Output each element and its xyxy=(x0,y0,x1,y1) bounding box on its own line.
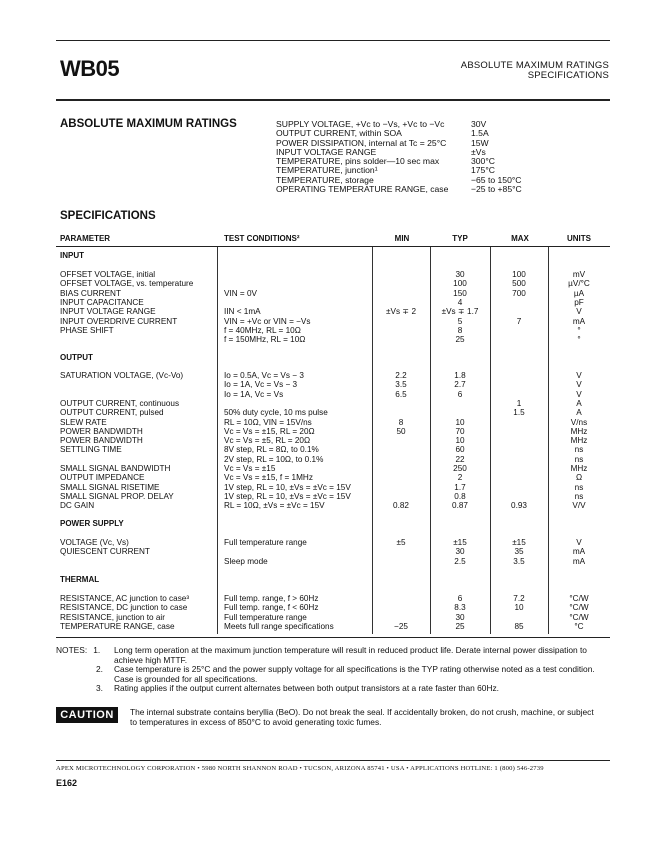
typ-cell: 10 xyxy=(455,436,465,446)
max-cell: 10 xyxy=(514,603,524,613)
units-cell: °C xyxy=(574,621,584,631)
typ-cell: 10 xyxy=(455,417,465,427)
param-cell: INPUT VOLTAGE RANGE xyxy=(60,307,156,317)
units-cell: ° xyxy=(577,325,581,335)
param-cell: BIAS CURRENT xyxy=(60,288,121,298)
header-subtitle-line2: SPECIFICATIONS xyxy=(527,70,609,81)
amr-item-value: −25 to +85°C xyxy=(471,184,522,195)
amr-item-label: OPERATING TEMPERATURE RANGE, case xyxy=(276,184,449,195)
units-cell: A xyxy=(576,408,582,418)
units-cell: ° xyxy=(577,335,581,345)
param-cell: SMALL SIGNAL BANDWIDTH xyxy=(60,464,171,473)
condition-cell: Vc = Vs = ±5, RL = 20Ω xyxy=(224,436,311,446)
group-output-title: OUTPUT xyxy=(60,353,93,362)
units-cell: µV/°C xyxy=(568,279,590,289)
col-divider xyxy=(372,247,373,634)
typ-cell: 5 xyxy=(457,316,463,326)
max-cell: 35 xyxy=(514,547,524,557)
typ-cell: 6 xyxy=(457,594,463,603)
condition-cell: Sleep mode xyxy=(224,556,268,566)
units-cell: V xyxy=(576,307,582,317)
typ-cell: 0.8 xyxy=(454,491,466,501)
units-cell: V/ns xyxy=(570,417,588,427)
min-cell: 6.5 xyxy=(395,389,407,399)
condition-cell: 1V step, RL = 10, ±Vs = ±Vc = 15V xyxy=(224,491,351,501)
col-conditions-header: TEST CONDITIONS² xyxy=(224,234,300,243)
min-cell: 3.5 xyxy=(395,380,407,390)
condition-cell: Full temperature range xyxy=(224,538,307,547)
units-cell: °C/W xyxy=(569,603,589,613)
col-parameter-header: PARAMETER xyxy=(60,234,111,243)
condition-cell: Vc = Vs = ±15, RL = 20Ω xyxy=(224,426,315,436)
param-cell: DC GAIN xyxy=(60,501,95,511)
min-cell: ±Vs ∓ 2 xyxy=(385,307,416,317)
notes-section xyxy=(56,646,604,694)
units-cell: mA xyxy=(572,547,586,557)
units-cell: ns xyxy=(574,454,584,464)
col-divider xyxy=(490,247,491,634)
note-text: Long term operation at the maximum junction temperature will result in reduced product life. Derate internal power dissipation to achieve high MTTF. xyxy=(114,645,587,665)
param-cell: POWER BANDWIDTH xyxy=(60,436,143,446)
footer-rule xyxy=(56,760,610,761)
param-cell: RESISTANCE, DC junction to case xyxy=(60,603,188,613)
units-cell: V xyxy=(576,380,582,390)
condition-cell: RL = 10Ω, VIN = 15V/ns xyxy=(224,417,312,427)
units-cell: A xyxy=(576,398,582,408)
amr-item-label: INPUT VOLTAGE RANGE xyxy=(276,146,377,157)
typ-cell: 60 xyxy=(455,445,465,455)
param-cell: RESISTANCE, AC junction to case³ xyxy=(60,594,190,603)
typ-cell: 30 xyxy=(455,270,465,279)
units-cell: MHz xyxy=(570,426,588,436)
col-typ-header: TYP xyxy=(452,234,468,243)
amr-item-value: 15W xyxy=(471,137,489,148)
condition-cell: Vc = Vs = ±15, f = 1MHz xyxy=(224,473,313,483)
col-min-header: MIN xyxy=(394,234,410,243)
param-cell: INPUT OVERDRIVE CURRENT xyxy=(60,316,178,326)
units-cell: ns xyxy=(574,482,584,492)
typ-cell: 1.7 xyxy=(454,482,466,492)
units-cell: ns xyxy=(574,445,584,455)
amr-item-value: 30V xyxy=(471,119,487,129)
typ-cell: 0.87 xyxy=(452,501,468,511)
typ-cell: 4 xyxy=(457,297,463,307)
max-cell: 0.93 xyxy=(511,501,527,511)
note-text: Case temperature is 25°C and the power supply voltage for all specifications is the TYP rating otherwise noted as a test condition. Case is grounded for all specifications. xyxy=(114,664,595,684)
typ-cell: 8.3 xyxy=(454,603,466,613)
units-cell: V xyxy=(576,538,582,547)
param-cell: SLEW RATE xyxy=(60,417,107,427)
min-cell: 0.82 xyxy=(393,501,409,511)
amr-item-label: SUPPLY VOLTAGE, +Vc to −Vs, +Vc to −Vc xyxy=(276,119,445,129)
condition-cell: Meets full range specifications xyxy=(224,621,334,631)
units-cell: V xyxy=(576,371,582,380)
amr-item-label: TEMPERATURE, pins solder—10 sec max xyxy=(276,156,440,167)
typ-cell: ±Vs ∓ 1.7 xyxy=(441,307,479,317)
max-cell: 1.5 xyxy=(513,408,525,418)
units-cell: mA xyxy=(572,556,586,566)
typ-cell: ±15 xyxy=(453,538,467,547)
table-bottom-rule xyxy=(56,637,610,638)
min-cell: 8 xyxy=(398,417,404,427)
typ-cell: 8 xyxy=(457,325,463,335)
typ-cell: 30 xyxy=(455,547,465,557)
typ-cell: 2.5 xyxy=(454,556,466,566)
condition-cell: Io = 0.5A, Vc = Vs − 3 xyxy=(224,371,304,380)
typ-cell: 100 xyxy=(453,279,467,289)
max-cell: 1 xyxy=(516,398,522,408)
max-cell: 85 xyxy=(514,621,524,631)
max-cell: 700 xyxy=(512,288,526,298)
typ-cell: 1.8 xyxy=(454,371,466,380)
param-cell: OFFSET VOLTAGE, initial xyxy=(60,270,156,279)
typ-cell: 22 xyxy=(455,454,465,464)
typ-cell: 30 xyxy=(455,612,465,622)
group-input-title: INPUT xyxy=(60,251,84,260)
table-header-rule xyxy=(56,246,610,247)
min-cell: −25 xyxy=(394,621,408,631)
amr-item-value: 1.5A xyxy=(471,128,489,139)
note-number: 3. xyxy=(96,683,103,694)
typ-cell: 25 xyxy=(455,621,465,631)
group-thermal-title: THERMAL xyxy=(60,575,100,584)
part-number-title: WB05 xyxy=(60,56,120,81)
param-cell: SMALL SIGNAL RISETIME xyxy=(60,482,160,492)
units-cell: °C/W xyxy=(569,594,589,603)
condition-cell: 2V step, RL = 10Ω, to 0.1% xyxy=(224,454,324,464)
notes-label: NOTES: xyxy=(56,645,88,655)
typ-cell: 150 xyxy=(453,288,467,298)
param-cell: SETTLING TIME xyxy=(60,445,122,455)
condition-cell: RL = 10Ω, ±Vs = ±Vc = 15V xyxy=(224,501,325,511)
condition-cell: Full temp. range, f > 60Hz xyxy=(224,594,319,603)
typ-cell: 250 xyxy=(453,464,467,473)
typ-cell: 6 xyxy=(457,389,463,399)
condition-cell: f = 150MHz, RL = 10Ω xyxy=(224,335,306,345)
min-cell: ±5 xyxy=(396,538,406,547)
min-cell: 2.2 xyxy=(395,371,407,380)
param-cell: QUIESCENT CURRENT xyxy=(60,547,150,557)
typ-cell: 2.7 xyxy=(454,380,466,390)
max-cell: 7 xyxy=(516,316,522,326)
param-cell: OUTPUT IMPEDANCE xyxy=(60,473,145,483)
units-cell: MHz xyxy=(570,464,588,473)
header-subtitle xyxy=(461,61,609,81)
amr-item-value: ±Vs xyxy=(471,146,486,157)
units-cell: mA xyxy=(572,316,586,326)
condition-cell: f = 40MHz, RL = 10Ω xyxy=(224,325,301,335)
amr-labels xyxy=(276,120,448,194)
param-cell: RESISTANCE, junction to air xyxy=(60,612,165,622)
caution-badge: CAUTION xyxy=(56,707,118,723)
condition-cell: Io = 1A, Vc = Vs − 3 xyxy=(224,380,298,390)
max-cell: 500 xyxy=(512,279,526,289)
amr-item-label: POWER DISSIPATION, internal at Tc = 25°C xyxy=(276,137,447,148)
amr-item-label: TEMPERATURE, storage xyxy=(276,174,374,185)
condition-cell: Full temp. range, f < 60Hz xyxy=(224,603,319,613)
param-cell: INPUT CAPACITANCE xyxy=(60,297,144,307)
specs-heading: SPECIFICATIONS xyxy=(60,210,156,222)
param-cell: TEMPERATURE RANGE, case xyxy=(60,621,175,631)
condition-cell: VIN = +Vc or VIN = −Vs xyxy=(224,316,311,326)
units-cell: Ω xyxy=(575,473,583,483)
note-item xyxy=(56,665,604,684)
amr-item-label: OUTPUT CURRENT, within SOA xyxy=(276,128,402,139)
max-cell: 100 xyxy=(512,270,526,279)
param-cell: SMALL SIGNAL PROP. DELAY xyxy=(60,491,174,501)
header-subtitle-line1: ABSOLUTE MAXIMUM RATINGS xyxy=(460,60,609,71)
typ-cell: 25 xyxy=(455,335,465,345)
condition-cell: Full temperature range xyxy=(224,612,307,622)
min-cell: 50 xyxy=(396,426,406,436)
note-item xyxy=(56,646,604,665)
units-cell: pF xyxy=(574,297,584,307)
amr-values xyxy=(471,120,522,194)
typ-cell: 2 xyxy=(457,473,463,483)
units-cell: mV xyxy=(572,270,586,279)
units-cell: µA xyxy=(573,288,585,298)
amr-item-value: −65 to 150°C xyxy=(471,174,522,185)
units-cell: V/V xyxy=(572,501,586,511)
note-item xyxy=(56,684,604,694)
condition-cell: 8V step, RL = 8Ω, to 0.1% xyxy=(224,445,319,455)
header-rule xyxy=(56,99,610,101)
note-number: 2. xyxy=(96,664,103,675)
condition-cell: VIN = 0V xyxy=(224,288,257,298)
units-cell: MHz xyxy=(570,436,588,446)
col-max-header: MAX xyxy=(511,234,529,243)
amr-heading: ABSOLUTE MAXIMUM RATINGS xyxy=(60,118,237,130)
param-cell: OUTPUT CURRENT, pulsed xyxy=(60,408,164,418)
param-cell: POWER BANDWIDTH xyxy=(60,426,143,436)
param-cell: SATURATION VOLTAGE, (Vc-Vo) xyxy=(60,371,184,380)
amr-item-value: 175°C xyxy=(471,165,495,176)
condition-cell: 50% duty cycle, 10 ms pulse xyxy=(224,408,328,418)
max-cell: 7.2 xyxy=(513,594,525,603)
units-cell: V xyxy=(576,389,582,399)
condition-cell: Io = 1A, Vc = Vs xyxy=(224,389,284,399)
condition-cell: IIN < 1mA xyxy=(224,307,261,317)
condition-cell: Vc = Vs = ±15 xyxy=(224,464,276,473)
amr-item-value: 300°C xyxy=(471,156,495,167)
caution-text: The internal substrate contains beryllia (BeO). Do not break the seal. If accidentally broken, do not crush, machine, or subject to temperatures in excess of 850°C to avoid generating toxic fumes. xyxy=(130,707,594,727)
condition-cell: 1V step, RL = 10, ±Vs = ±Vc = 15V xyxy=(224,482,351,492)
param-cell: OUTPUT CURRENT, continuous xyxy=(60,398,180,408)
page-code: E162 xyxy=(56,778,78,788)
typ-cell: 70 xyxy=(455,426,465,436)
param-cell: PHASE SHIFT xyxy=(60,325,114,335)
max-cell: ±15 xyxy=(512,538,526,547)
units-cell: ns xyxy=(574,491,584,501)
units-cell: °C/W xyxy=(569,612,589,622)
note-number: 1. xyxy=(93,645,101,655)
note-text: Rating applies if the output current alternates between both output transistors at a rate faster than 60Hz. xyxy=(114,683,500,694)
company-address: APEX MICROTECHNOLOGY CORPORATION • 5980 NORTH SHANNON ROAD • TUCSON, ARIZONA 85741 • USA • APPLICATIONS HOTLINE: 1 (800) 546-2739 xyxy=(56,765,544,772)
group-power-title: POWER SUPPLY xyxy=(60,519,124,528)
top-rule xyxy=(56,40,610,41)
param-cell: OFFSET VOLTAGE, vs. temperature xyxy=(60,279,194,289)
col-divider xyxy=(217,247,218,634)
param-cell: VOLTAGE (Vc, Vs) xyxy=(60,538,129,547)
col-units-header: UNITS xyxy=(567,234,591,243)
amr-item-label: TEMPERATURE, junction¹ xyxy=(276,165,378,176)
max-cell: 3.5 xyxy=(513,556,525,566)
